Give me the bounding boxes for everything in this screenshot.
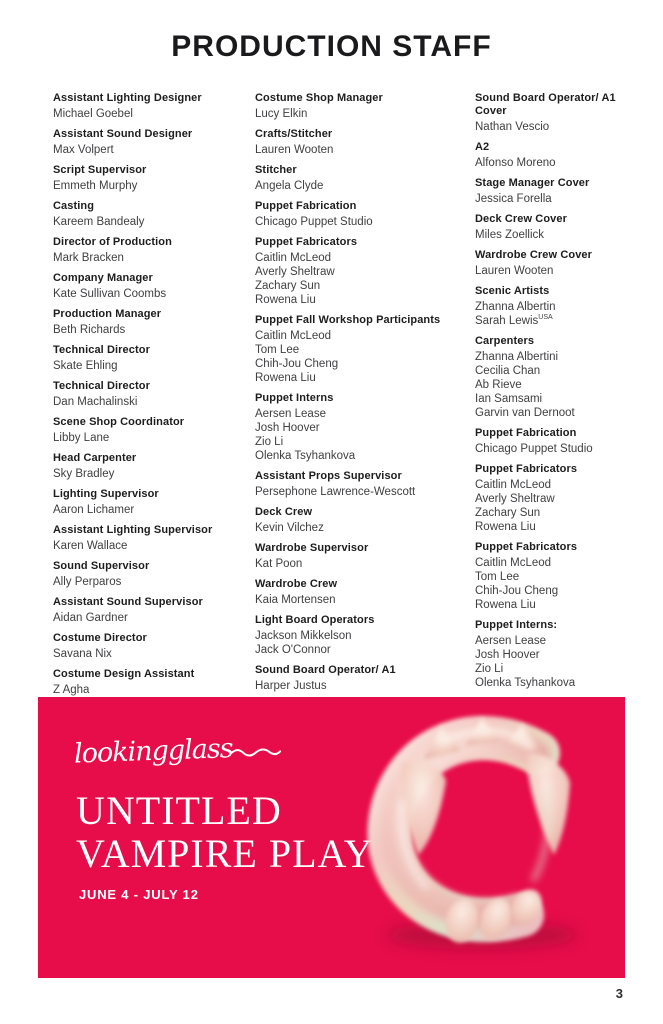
logo-swoosh-icon: [228, 743, 280, 759]
role-heading: Production Manager: [53, 308, 162, 320]
staff-group: [255, 664, 471, 693]
staff-name: Ally Perparos: [53, 576, 122, 588]
staff-name: Lucy Elkin: [255, 108, 308, 120]
role-heading: Puppet Fabricators: [255, 236, 358, 248]
role-heading: Assistant Lighting Designer: [53, 92, 202, 104]
staff-name: Savana Nix: [53, 648, 112, 660]
role-heading: Costume Shop Manager: [255, 92, 383, 104]
staff-group: [475, 249, 640, 278]
role-heading: Costume Design Assistant: [53, 668, 195, 680]
role-heading: Puppet Fabrication: [475, 427, 577, 439]
staff-name: Sarah Lewis$^{USA}$: [475, 314, 553, 327]
staff-name: Michael Goebel: [53, 108, 133, 120]
staff-name: Alfonso Moreno: [475, 157, 556, 169]
staff-group: [53, 560, 253, 589]
show-title: [76, 789, 374, 875]
role-heading: Assistant Props Supervisor: [255, 470, 402, 482]
staff-group: [53, 524, 253, 553]
role-heading: Assistant Sound Supervisor: [53, 596, 203, 608]
staff-group: [255, 200, 471, 229]
staff-group: [255, 314, 471, 385]
staff-name: Harper Justus: [255, 680, 327, 692]
staff-name: Aersen Lease: [255, 408, 326, 420]
show-dates: JUNE 4 - JULY 12: [79, 887, 199, 902]
staff-name: Olenka Tsyhankova: [255, 450, 356, 462]
staff-name: Kate Sullivan Coombs: [53, 288, 167, 300]
staff-name: Beth Richards: [53, 324, 126, 336]
staff-name: Olenka Tsyhankova: [475, 677, 576, 689]
staff-name: Ab Rieve: [475, 379, 522, 391]
role-heading: Head Carpenter: [53, 452, 137, 464]
role-heading: Stitcher: [255, 164, 297, 176]
staff-group: [475, 141, 640, 170]
staff-name: Chih-Jou Cheng: [475, 585, 559, 597]
staff-name: Averly Sheltraw: [255, 266, 335, 278]
staff-name: Z Agha: [53, 684, 90, 696]
vampire-fangs-image: [350, 703, 612, 965]
role-heading: Assistant Lighting Supervisor: [53, 524, 213, 536]
staff-name: Zio Li: [255, 436, 284, 448]
role-heading: Wardrobe Crew: [255, 578, 338, 590]
staff-name: Chicago Puppet Studio: [475, 443, 593, 455]
staff-group: [53, 236, 253, 265]
role-heading: Technical Director: [53, 380, 150, 392]
logo-text: lookingglass: [73, 733, 234, 770]
staff-group: [475, 541, 640, 612]
staff-group: [53, 92, 253, 121]
staff-group: [475, 92, 640, 134]
staff-group: [475, 177, 640, 206]
staff-name: Skate Ehling: [53, 360, 118, 372]
staff-group: [475, 285, 640, 328]
staff-group: [53, 452, 253, 481]
staff-name: Mark Bracken: [53, 252, 124, 264]
staff-group: [255, 236, 471, 307]
staff-name: Jack O'Connor: [255, 644, 331, 656]
staff-name: Miles Zoellick: [475, 229, 545, 241]
staff-group: [53, 272, 253, 301]
show-banner: [38, 697, 625, 978]
staff-group: [255, 392, 471, 463]
staff-name: Zhanna Albertini: [475, 351, 559, 363]
staff-group: [53, 596, 253, 625]
page-title: PRODUCTION STAFF: [171, 30, 492, 63]
staff-group: [255, 542, 471, 571]
role-heading: Puppet Fall Workshop Participants: [255, 314, 441, 326]
staff-name: Josh Hoover: [475, 649, 540, 661]
staff-group: [255, 92, 471, 121]
staff-name: Sky Bradley: [53, 468, 115, 480]
staff-group: [53, 128, 253, 157]
staff-name: Caitlin McLeod: [255, 330, 332, 342]
staff-group: [475, 427, 640, 456]
staff-group: [53, 632, 253, 661]
staff-group: [255, 470, 471, 499]
role-heading: Sound Supervisor: [53, 560, 150, 572]
staff-name: Rowena Liu: [475, 521, 536, 533]
page-number: 3: [615, 986, 623, 1001]
role-heading: Costume Director: [53, 632, 147, 644]
role-heading: Sound Board Operator/ A1: [255, 664, 396, 676]
role-heading: Puppet Interns:: [475, 619, 558, 631]
role-heading: A2: [475, 141, 490, 153]
role-heading: Company Manager: [53, 272, 153, 284]
staff-group: [53, 668, 253, 697]
staff-group: [255, 578, 471, 607]
staff-name: Jessica Forella: [475, 193, 552, 205]
role-heading: Stage Manager Cover: [475, 177, 590, 189]
staff-name: Kaia Mortensen: [255, 594, 336, 606]
staff-group: [475, 619, 640, 690]
staff-name: Garvin van Dernoot: [475, 407, 575, 419]
staff-name: Zhanna Albertin: [475, 301, 556, 313]
staff-name: Kareem Bandealy: [53, 216, 145, 228]
staff-name: Aersen Lease: [475, 635, 546, 647]
staff-name: Karen Wallace: [53, 540, 128, 552]
staff-group: [53, 200, 253, 229]
role-heading: Technical Director: [53, 344, 150, 356]
staff-name: Chih-Jou Cheng: [255, 358, 339, 370]
staff-name: Dan Machalinski: [53, 396, 138, 408]
staff-name: Caitlin McLeod: [255, 252, 332, 264]
staff-column-2: [255, 92, 471, 700]
staff-group: [53, 488, 253, 517]
staff-name: Rowena Liu: [255, 294, 316, 306]
staff-group: [255, 614, 471, 657]
role-heading: Deck Crew Cover: [475, 213, 567, 225]
role-heading: Scene Shop Coordinator: [53, 416, 185, 428]
staff-group: [53, 416, 253, 445]
staff-group: [53, 380, 253, 409]
staff-name: Jackson Mikkelson: [255, 630, 352, 642]
staff-name: Averly Sheltraw: [475, 493, 555, 505]
lookingglass-logo: [74, 731, 282, 769]
staff-name: Josh Hoover: [255, 422, 320, 434]
role-heading: Deck Crew: [255, 506, 313, 518]
role-heading: Sound Board Operator/ A1 Cover: [475, 92, 616, 117]
staff-name: Libby Lane: [53, 432, 110, 444]
staff-name: Caitlin McLeod: [475, 479, 552, 491]
role-heading: Crafts/Stitcher: [255, 128, 333, 140]
staff-name: Lauren Wooten: [255, 144, 334, 156]
staff-column-1: [53, 92, 253, 704]
role-heading: Casting: [53, 200, 95, 212]
show-title-line1: UNTITLED: [76, 788, 282, 833]
role-heading: Puppet Interns: [255, 392, 334, 404]
staff-name: Lauren Wooten: [475, 265, 554, 277]
staff-name: Nathan Vescio: [475, 121, 550, 133]
role-heading: Carpenters: [475, 335, 535, 347]
staff-name: Rowena Liu: [475, 599, 536, 611]
staff-name: Chicago Puppet Studio: [255, 216, 373, 228]
role-heading: Puppet Fabricators: [475, 541, 578, 553]
staff-name: Rowena Liu: [255, 372, 316, 384]
staff-name: Cecilia Chan: [475, 365, 541, 377]
staff-group: [475, 213, 640, 242]
staff-name: Emmeth Murphy: [53, 180, 138, 192]
show-title-line2: VAMPIRE PLAY: [76, 831, 374, 876]
role-heading: Wardrobe Supervisor: [255, 542, 369, 554]
staff-group: [53, 308, 253, 337]
staff-name: Tom Lee: [255, 344, 300, 356]
role-heading: Scenic Artists: [475, 285, 550, 297]
staff-name: Angela Clyde: [255, 180, 324, 192]
staff-group: [53, 164, 253, 193]
role-heading: Puppet Fabricators: [475, 463, 578, 475]
staff-name: Zachary Sun: [255, 280, 321, 292]
staff-group: [255, 164, 471, 193]
staff-column-3: [475, 92, 640, 697]
staff-name: Zachary Sun: [475, 507, 541, 519]
role-heading: Script Supervisor: [53, 164, 147, 176]
staff-name: Ian Samsami: [475, 393, 543, 405]
name-superscript: USA: [538, 314, 553, 322]
staff-group: [255, 506, 471, 535]
staff-group: [255, 128, 471, 157]
role-heading: Lighting Supervisor: [53, 488, 159, 500]
role-heading: Assistant Sound Designer: [53, 128, 193, 140]
staff-group: [475, 463, 640, 534]
staff-name: Tom Lee: [475, 571, 520, 583]
staff-name: Max Volpert: [53, 144, 114, 156]
role-heading: Light Board Operators: [255, 614, 375, 626]
staff-name: Kat Poon: [255, 558, 303, 570]
staff-group: [53, 344, 253, 373]
staff-name: Kevin Vilchez: [255, 522, 324, 534]
role-heading: Director of Production: [53, 236, 172, 248]
staff-name: Caitlin McLeod: [475, 557, 552, 569]
staff-name: Aaron Lichamer: [53, 504, 135, 516]
staff-name: Zio Li: [475, 663, 504, 675]
staff-name: Aidan Gardner: [53, 612, 128, 624]
role-heading: Wardrobe Crew Cover: [475, 249, 593, 261]
role-heading: Puppet Fabrication: [255, 200, 357, 212]
staff-name: Persephone Lawrence-Wescott: [255, 486, 416, 498]
staff-group: [475, 335, 640, 420]
